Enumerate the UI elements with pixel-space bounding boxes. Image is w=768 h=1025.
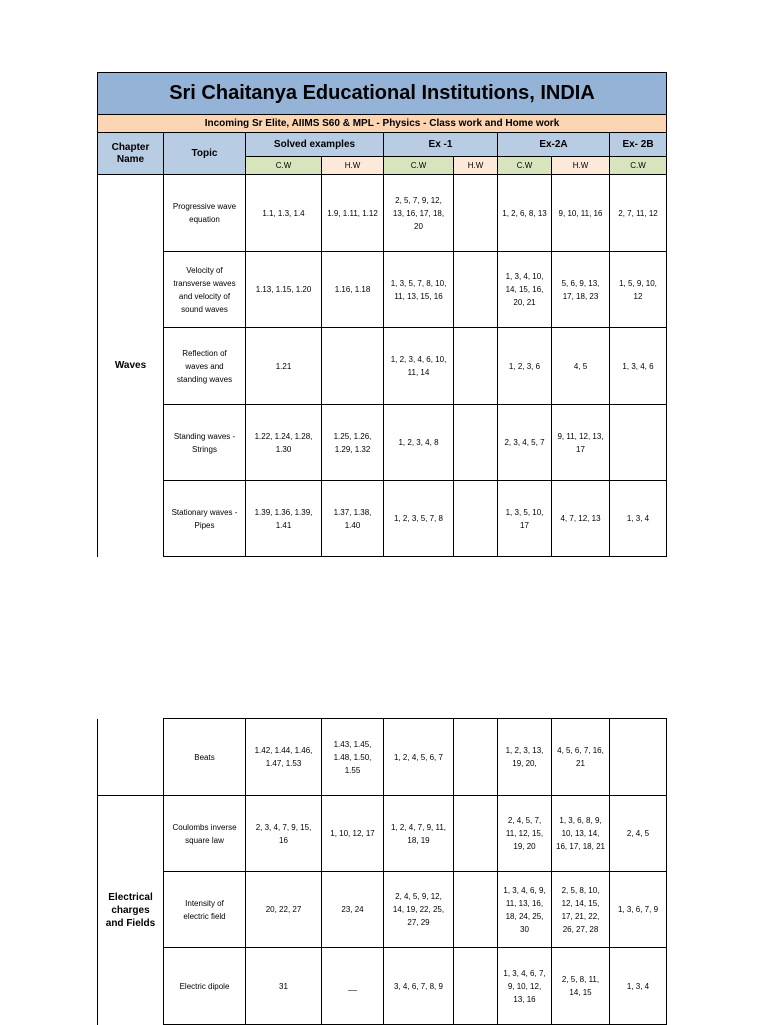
solved-cw-cell: 31 (246, 948, 322, 1025)
ex2a-hw-cell: 2, 5, 8, 11, 14, 15 (552, 948, 610, 1025)
ex1-hw-cell (454, 328, 498, 405)
worksheet-table-page-2 (97, 718, 667, 1025)
solved-cw-cell: 2, 3, 4, 7, 9, 15, 16 (246, 796, 322, 872)
ex2a-hw-cell: 4, 7, 12, 13 (552, 481, 610, 557)
ex2b-cw-cell: 1, 3, 4, 6 (610, 328, 667, 405)
table-row (98, 405, 667, 481)
ex2a-cw-cell: 2, 3, 4, 5, 7 (498, 405, 552, 481)
solved-cw-cell: 1.42, 1.44, 1.46, 1.47, 1.53 (246, 719, 322, 796)
ex2a-hw-cell: 4, 5 (552, 328, 610, 405)
ex2a-hw-header: H.W (552, 157, 610, 175)
topic-cell: Coulombs inverse square law (164, 796, 246, 872)
ex2b-cw-cell: 1, 5, 9, 10, 12 (610, 252, 667, 328)
ex1-cw-cell: 3, 4, 6, 7, 8, 9 (384, 948, 454, 1025)
ex1-hw-cell (454, 719, 498, 796)
ex2b-cw-cell: 1, 3, 6, 7, 9 (610, 872, 667, 948)
topic-cell: Progressive wave equation (164, 175, 246, 252)
page-title: Sri Chaitanya Educational Institutions, INDIA (98, 73, 667, 115)
ex2a-cw-cell: 1, 3, 5, 10, 17 (498, 481, 552, 557)
ex1-hw-cell (454, 405, 498, 481)
topic-header: Topic (164, 133, 246, 175)
ex1-cw-cell: 2, 5, 7, 9, 12, 13, 16, 17, 18, 20 (384, 175, 454, 252)
worksheet-table-page-1 (97, 72, 667, 557)
solved-hw-cell: 1.25, 1.26, 1.29, 1.32 (322, 405, 384, 481)
table-row (98, 719, 667, 796)
solved-hw-cell: 1.9, 1.11, 1.12 (322, 175, 384, 252)
ex2b-cw-cell (610, 405, 667, 481)
ex1-cw-cell: 2, 4, 5, 9, 12, 14, 19, 22, 25, 27, 29 (384, 872, 454, 948)
ex2a-cw-cell: 1, 3, 4, 6, 7, 9, 10, 12, 13, 16 (498, 948, 552, 1025)
solved-hw-header: H.W (322, 157, 384, 175)
ex2a-cw-cell: 1, 2, 3, 13, 19, 20, (498, 719, 552, 796)
ex2b-cw-header: C.W (610, 157, 667, 175)
topic-cell: Intensity of electric field (164, 872, 246, 948)
ex1-hw-cell (454, 175, 498, 252)
ex2b-cw-cell: 2, 4, 5 (610, 796, 667, 872)
table-row (98, 252, 667, 328)
ex1-header: Ex -1 (384, 133, 498, 157)
solved-hw-cell (322, 328, 384, 405)
chapter-continued-cell (98, 719, 164, 796)
ex2b-header: Ex- 2B (610, 133, 667, 157)
topic-cell: Reflection of waves and standing waves (164, 328, 246, 405)
topic-cell: Electric dipole (164, 948, 246, 1025)
ex1-cw-header: C.W (384, 157, 454, 175)
ex2a-hw-cell: 9, 10, 11, 16 (552, 175, 610, 252)
ex2a-hw-cell: 5, 6, 9, 13, 17, 18, 23 (552, 252, 610, 328)
ex2a-cw-header: C.W (498, 157, 552, 175)
page-subtitle: Incoming Sr Elite, AIIMS S60 & MPL - Physics - Class work and Home work (98, 115, 667, 133)
ex2a-header: Ex-2A (498, 133, 610, 157)
ex2a-cw-cell: 1, 3, 4, 6, 9, 11, 13, 16, 18, 24, 25, 30 (498, 872, 552, 948)
ex2b-cw-cell (610, 719, 667, 796)
topic-cell: Stationary waves - Pipes (164, 481, 246, 557)
solved-cw-cell: 1.1, 1.3, 1.4 (246, 175, 322, 252)
ex1-hw-cell (454, 252, 498, 328)
solved-hw-cell: 1, 10, 12, 17 (322, 796, 384, 872)
ex2a-hw-cell: 4, 5, 6, 7, 16, 21 (552, 719, 610, 796)
ex2b-cw-cell: 1, 3, 4 (610, 948, 667, 1025)
ex2b-cw-cell: 2, 7, 11, 12 (610, 175, 667, 252)
ex1-hw-cell (454, 948, 498, 1025)
ex2a-cw-cell: 1, 3, 4, 10, 14, 15, 16, 20, 21 (498, 252, 552, 328)
ex2a-cw-cell: 1, 2, 3, 6 (498, 328, 552, 405)
solved-hw-cell: __ (322, 948, 384, 1025)
solved-cw-header: C.W (246, 157, 322, 175)
table-row (98, 328, 667, 405)
ex1-hw-cell (454, 481, 498, 557)
ex1-hw-cell (454, 872, 498, 948)
ex2a-cw-cell: 1, 2, 6, 8, 13 (498, 175, 552, 252)
ex1-cw-cell: 1, 3, 5, 7, 8, 10, 11, 13, 15, 16 (384, 252, 454, 328)
solved-hw-cell: 1.43, 1.45, 1.48, 1.50, 1.55 (322, 719, 384, 796)
solved-cw-cell: 20, 22, 27 (246, 872, 322, 948)
topic-cell: Beats (164, 719, 246, 796)
ex2a-hw-cell: 1, 3, 6, 8, 9, 10, 13, 14, 16, 17, 18, 21 (552, 796, 610, 872)
topic-cell: Velocity of transverse waves and velocity of sound waves (164, 252, 246, 328)
solved-cw-cell: 1.22, 1.24, 1.28, 1.30 (246, 405, 322, 481)
solved-cw-cell: 1.13, 1.15, 1.20 (246, 252, 322, 328)
ex2a-hw-cell: 9, 11, 12, 13, 17 (552, 405, 610, 481)
table-row (98, 175, 667, 252)
ex1-cw-cell: 1, 2, 3, 4, 6, 10, 11, 14 (384, 328, 454, 405)
table-row (98, 948, 667, 1025)
table-row (98, 481, 667, 557)
ex2a-cw-cell: 2, 4, 5, 7, 11, 12, 15, 19, 20 (498, 796, 552, 872)
solved-examples-header: Solved examples (246, 133, 384, 157)
ex1-cw-cell: 1, 2, 3, 5, 7, 8 (384, 481, 454, 557)
solved-hw-cell: 1.16, 1.18 (322, 252, 384, 328)
ex2a-hw-cell: 2, 5, 8, 10, 12, 14, 15, 17, 21, 22, 26, 27, 28 (552, 872, 610, 948)
topic-cell: Standing waves - Strings (164, 405, 246, 481)
solved-cw-cell: 1.39, 1.36, 1.39, 1.41 (246, 481, 322, 557)
chapter-name-header: Chapter Name (98, 133, 164, 175)
ex2b-cw-cell: 1, 3, 4 (610, 481, 667, 557)
ex1-cw-cell: 1, 2, 4, 5, 6, 7 (384, 719, 454, 796)
table-row (98, 872, 667, 948)
chapter-electrical-charges: Electrical charges and Fields (98, 796, 164, 1025)
ex1-cw-cell: 1, 2, 3, 4, 8 (384, 405, 454, 481)
chapter-waves: Waves (98, 175, 164, 557)
solved-hw-cell: 1.37, 1.38, 1.40 (322, 481, 384, 557)
solved-hw-cell: 23, 24 (322, 872, 384, 948)
ex1-hw-header: H.W (454, 157, 498, 175)
ex1-cw-cell: 1, 2, 4, 7, 9, 11, 18, 19 (384, 796, 454, 872)
solved-cw-cell: 1.21 (246, 328, 322, 405)
table-row (98, 796, 667, 872)
ex1-hw-cell (454, 796, 498, 872)
